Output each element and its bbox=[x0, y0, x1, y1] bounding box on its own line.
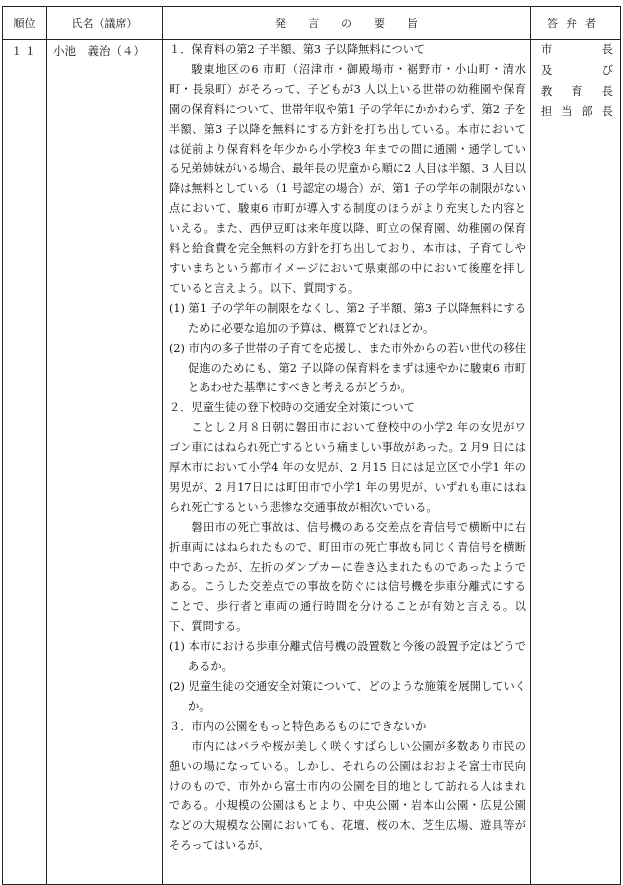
header-row bbox=[3, 7, 621, 40]
section-2 bbox=[169, 398, 526, 717]
header-name: 氏名（議席） bbox=[47, 7, 163, 40]
section-title: ３．市内の公園をもっと特色あるものにできないか bbox=[169, 719, 427, 733]
section-title: ２．児童生徒の登下校時の交通安全対策について bbox=[169, 401, 415, 415]
question-text: 第1 子の学年の制限をなくし、第2 子半額、第3 子以降無料にするために必要な追加の予算は、概算でどれほどか。 bbox=[188, 301, 527, 335]
question-item bbox=[169, 299, 526, 339]
answerer-superintendent: 教 育 長 bbox=[541, 84, 614, 98]
question-item bbox=[169, 637, 526, 677]
question-number: (2) bbox=[169, 680, 185, 693]
section-paragraph: 磐田市の死亡事故は、信号機のある交差点を青信号で横断中に右折車両にはねられたもので、町田市の死亡事故も同じく青信号を横断中であったが、左折のダンプカーに巻き込まれたものであったようである。こうした交差点での事故を防ぐには信号機を歩車分離式にすることで、歩行者と車両の通行時間を分けることが有効と言える。以下、質問する。 bbox=[169, 520, 526, 634]
section-title: １．保育料の第2 子半額、第3 子以降無料について bbox=[169, 43, 426, 56]
section-1 bbox=[169, 40, 526, 398]
question-item bbox=[169, 339, 526, 399]
question-number: (2) bbox=[169, 341, 185, 355]
question-number: (1) bbox=[169, 640, 185, 654]
question-text: 市内の多子世帯の子育てを応援し、また市外からの若い世代の移住促進のためにも、第2 子以降の保育料をまずは速やかに駿東6 市町とあわせた基準にすべきと考えるがどうか。 bbox=[188, 341, 526, 395]
answerer-and: 及 び bbox=[541, 63, 614, 77]
section-3 bbox=[169, 717, 526, 856]
header-summary: 発言の要旨 bbox=[163, 7, 531, 40]
question-number: (1) bbox=[169, 301, 185, 315]
section-paragraph: 駿東地区の6 市町（沼津市・御殿場市・裾野市・小山町・清水町・長泉町）がそろって、子どもが3 人以上いる世帯の幼稚園や保育園の保育料について、世帯年収や第1 子の学年にかかわらず、第2 子を半額、第3 子以降を無料にする方針を打ち出している。本市においては従前より保育料を年少から小学校3 年までの間に通園・通学している兄弟姉妹がいる場合、最年長の児童から順に2 人目は半額、3 人目以降は無料としている（1 号認定の場合）が、第1 子の学年の制限がない点において、駿東6 市町が導入する制度のほうがより充実した内容といえる。また、西伊豆町は来年度以降、町立の保育園、幼稚園の保育料と給食費を完全無料の方針を打ち出しており、本市は、子育てしやすいまちという都市イメージにおいて県東部の中において後塵を拝していると言えよう。以下、質問する。 bbox=[169, 62, 526, 295]
answerer-department-head: 担当部長 bbox=[541, 105, 614, 119]
question-text: 児童生徒の交通安全対策について、どのような施策を展開していくか。 bbox=[188, 680, 526, 713]
member-name-cell: 小池 義治（４） bbox=[47, 40, 163, 885]
answerer-mayor: 市 長 bbox=[541, 43, 614, 56]
question-table bbox=[2, 6, 621, 885]
section-paragraph: 市内にはバラや桜が美しく咲くすばらしい公園が多数あり市民の憩いの場になっている。しかし、それらの公園はおおよそ富士市民向けのもので、市外から富士市内の公園を目的地として訪れる人はまれである。小規模の公園はもとより、中央公園・岩本山公園・広見公園などの大規模な公園においても、花壇、桜の木、芝生広場、遊具等がそろってはいるが、 bbox=[169, 739, 526, 853]
table-row bbox=[3, 40, 621, 885]
rank-cell: １１ bbox=[3, 40, 47, 885]
summary-cell bbox=[163, 40, 531, 885]
answerer-cell bbox=[531, 40, 621, 885]
question-text: 本市における歩車分離式信号機の設置数と今後の設置予定はどうであるか。 bbox=[188, 640, 526, 674]
section-paragraph: ことし２月８日朝に磐田市において登校中の小学2 年の女児がワゴン車にはねられ死亡するという痛ましい事故があった。2 月9 日には厚木市において小学4 年の女児が、2 月15 日には足立区で小学1 年の男児が、2 月17日には町田市で小学1 年の男児が、いずれも車にはねられ死亡するという悲惨な交通事故が相次いでいる。 bbox=[169, 421, 526, 514]
header-answerer: 答弁者 bbox=[531, 7, 621, 40]
question-item bbox=[169, 677, 526, 717]
header-rank: 順位 bbox=[3, 7, 47, 40]
